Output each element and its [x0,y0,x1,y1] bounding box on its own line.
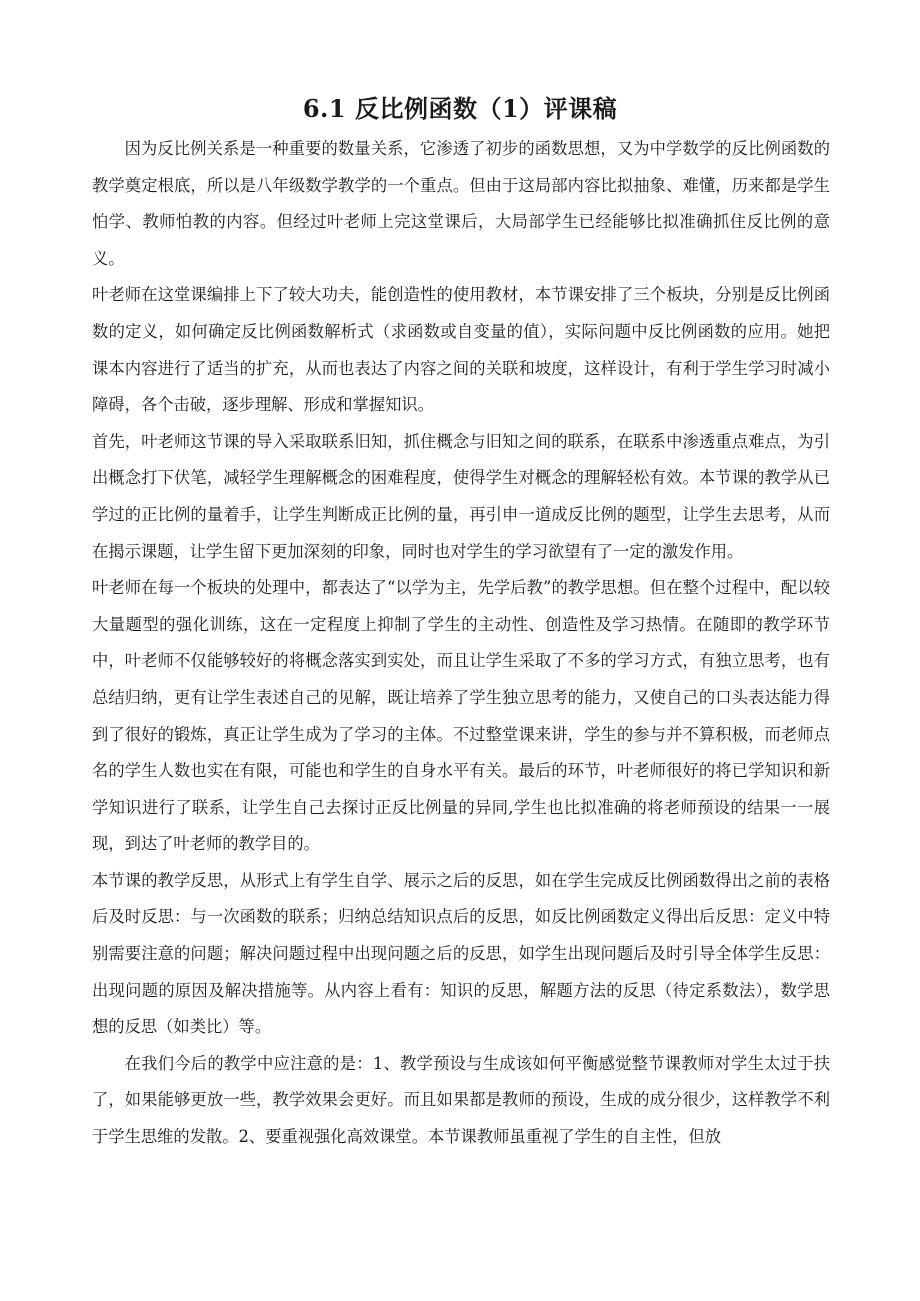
paragraph-6: 在我们今后的教学中应注意的是：1、教学预设与生成该如何平衡感觉整节课教师对学生太过于扶了，如果能够更放一些，教学效果会更好。而且如果都是教师的预设，生成的成分很少，这样教学不利于学生思维的发散。2、要重视强化高效课堂。本节课教师虽重视了学生的自主性，但放 [92,1053,830,1147]
paragraph-2: 叶老师在这堂课编排上下了较大功夫，能创造性的使用教材，本节课安排了三个板块，分别是反比例函数的定义，如何确定反比例函数解析式（求函数或自变量的值），实际问题中反比例函数的应用。她把课本内容进行了适当的扩充，从而也表达了内容之间的关联和坡度，这样设计，有利于学生学习时减小障碍，各个击破，逐步理解、形成和掌握知识。 [92,285,830,415]
document-title: 6.1 反比例函数（1）评课稿 [302,94,618,123]
paragraph-1: 因为反比例关系是一种重要的数量关系，它渗透了初步的函数思想，又为中学数学的反比例函数的教学奠定根底，所以是八年级数学教学的一个重点。但由于这局部内容比拟抽象、难懂，历来都是学生怕学、教师怕教的内容。但经过叶老师上完这堂课后，大局部学生已经能够比拟准确抓住反比例的意义。 [92,139,830,268]
paragraph-3: 首先，叶老师这节课的导入采取联系旧知，抓住概念与旧知之间的联系，在联系中渗透重点难点，为引出概念打下伏笔，减轻学生理解概念的困难程度，使得学生对概念的理解轻松有效。本节课的教学从已学过的正比例的量着手，让学生判断成正比例的量，再引申一道成反比例的题型，让学生去思考，从而在揭示课题，让学生留下更加深刻的印象，同时也对学生的学习欲望有了一定的激发作用。 [92,431,830,561]
paragraph-5: 本节课的教学反思，从形式上有学生自学、展示之后的反思，如在学生完成反比例函数得出之前的表格后及时反思：与一次函数的联系；归纳总结知识点后的反思，如反比例函数定义得出后反思：定义中特别需要注意的问题；解决问题过程中出现问题之后的反思，如学生出现问题后及时引导全体学生反思：出现问题的原因及解决措施等。从内容上看有：知识的反思，解题方法的反思（待定系数法），数学思想的反思（如类比）等。 [92,870,830,1037]
document-body [92,131,830,1156]
paragraph-4: 叶老师在每一个板块的处理中，都表达了“以学为主，先学后教”的教学思想。但在整个过程中，配以较大量题型的强化训练，这在一定程度上抑制了学生的主动性、创造性及学习热情。在随即的教学环节中，叶老师不仅能够较好的将概念落实到实处，而且让学生采取了不多的学习方式，有独立思考，也有总结归纳，更有让学生表述自己的见解，既让培养了学生独立思考的能力，又使自己的口头表达能力得到了很好的锻炼，真正让学生成为了学习的主体。不过整堂课来讲，学生的参与并不算积极，而老师点名的学生人数也实在有限，可能也和学生的自身水平有关。最后的环节，叶老师很好的将已学知识和新学知识进行了联系，让学生自己去探讨正反比例量的异同,学生也比拟准确的将老师预设的结果一一展现，到达了叶老师的教学目的。 [92,578,830,854]
